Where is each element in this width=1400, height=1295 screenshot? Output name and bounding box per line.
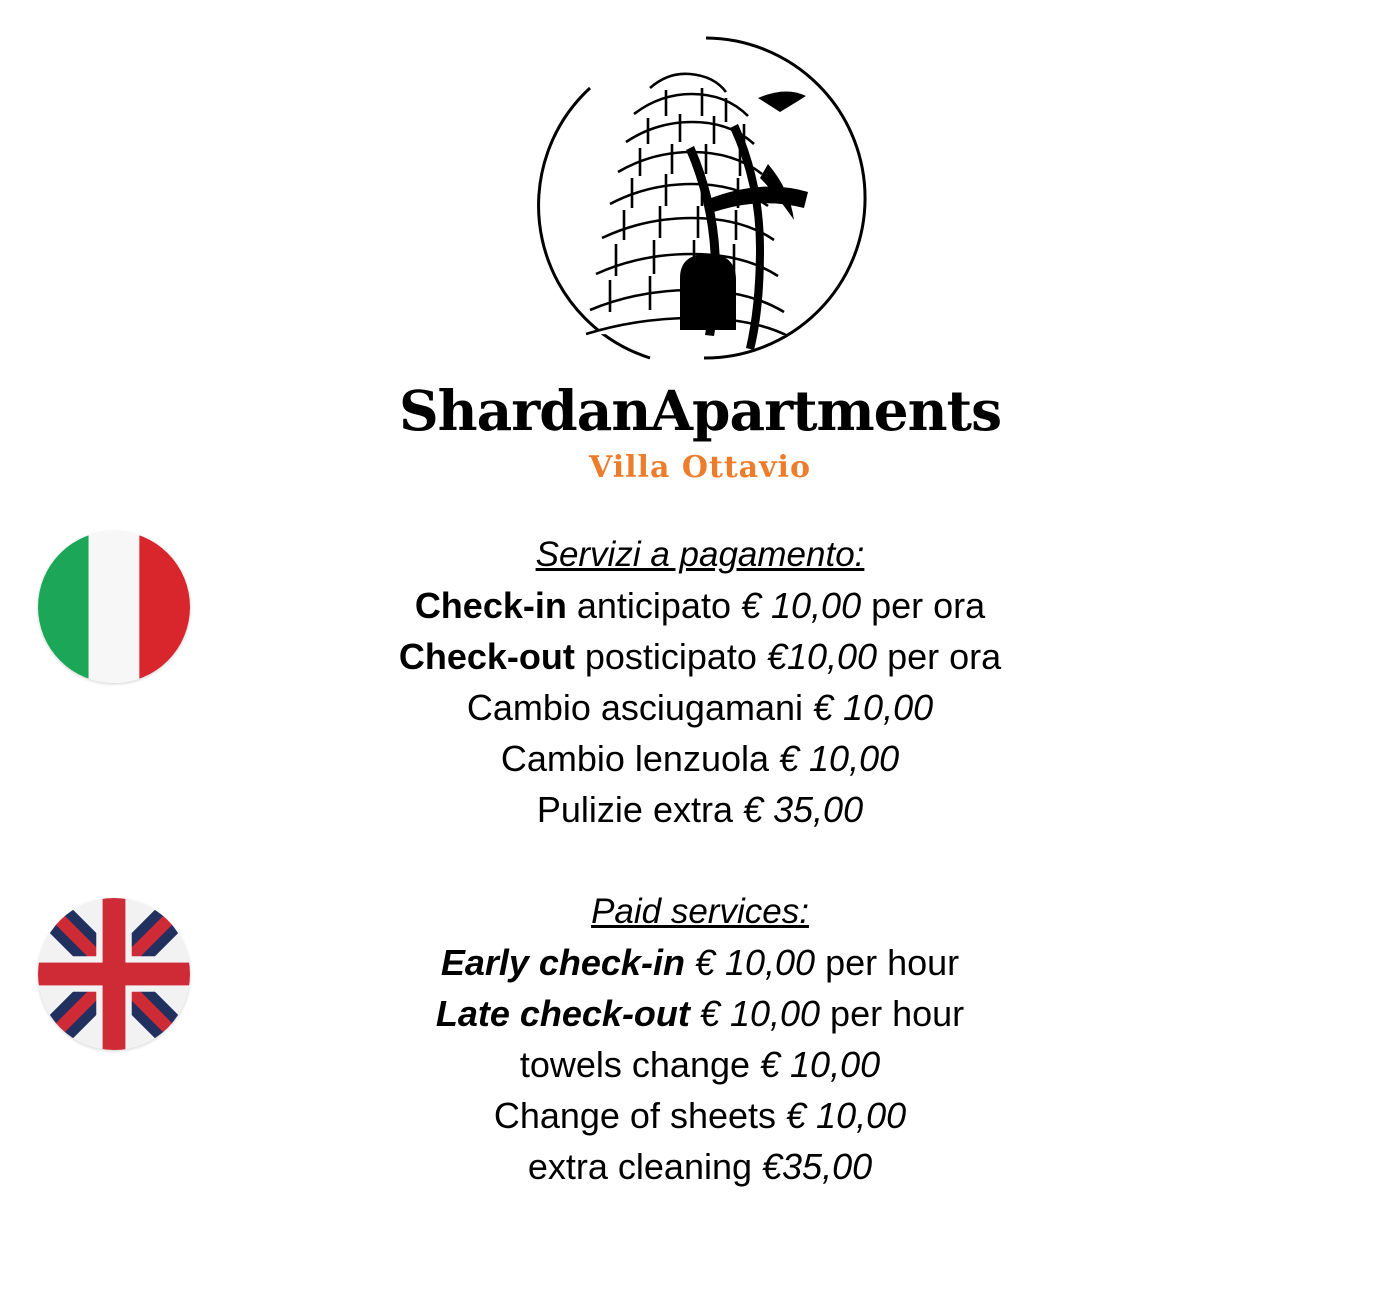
service-line <box>0 784 1400 835</box>
service-strong: Early check-in <box>440 941 685 983</box>
service-amount: € 10,00 <box>813 687 934 729</box>
service-line <box>0 988 1400 1039</box>
service-suffix: per ora <box>877 636 1002 678</box>
service-line <box>0 1141 1400 1192</box>
italy-flag-icon <box>38 531 190 683</box>
service-rest: Change of sheets <box>493 1095 787 1137</box>
service-amount: € 10,00 <box>779 738 900 780</box>
service-rest: anticipato <box>566 585 741 626</box>
service-rest: Cambio asciugamani <box>466 687 814 729</box>
service-strong: Check-out <box>398 636 575 678</box>
brand-block <box>0 378 1400 485</box>
service-amount: € 10,00 <box>760 1044 881 1086</box>
english-text-column <box>0 888 1400 1193</box>
service-amount: € 10,00 <box>740 585 862 626</box>
service-rest <box>690 993 700 1034</box>
italian-text-column <box>0 531 1400 836</box>
service-amount: € 10,00 <box>699 992 821 1034</box>
logo-container <box>0 0 1400 378</box>
service-rest: extra cleaning <box>527 1146 763 1188</box>
english-heading: Paid services: <box>591 891 809 931</box>
service-rest: posticipato <box>574 636 767 678</box>
service-rest: towels change <box>519 1044 761 1086</box>
nuraghe-logo-icon <box>530 28 870 378</box>
service-amount: € 10,00 <box>694 941 816 983</box>
service-suffix: per hour <box>820 992 965 1034</box>
service-suffix: per hour <box>815 941 960 983</box>
service-line <box>0 1090 1400 1141</box>
service-rest <box>685 942 695 983</box>
service-amount: € 35,00 <box>742 789 864 831</box>
service-amount: €35,00 <box>762 1146 873 1188</box>
service-line <box>0 733 1400 784</box>
service-line <box>0 1039 1400 1090</box>
service-rest: Cambio lenzuola <box>500 738 780 780</box>
service-line <box>0 937 1400 988</box>
service-line <box>0 580 1400 631</box>
section-italian <box>0 531 1400 836</box>
service-amount: €10,00 <box>766 636 878 678</box>
service-line <box>0 631 1400 682</box>
service-strong: Check-in <box>414 585 567 626</box>
uk-flag-icon <box>38 898 190 1050</box>
service-suffix: per ora <box>861 585 986 626</box>
service-strong: Late check-out <box>435 992 690 1034</box>
service-rest: Pulizie extra <box>536 789 743 831</box>
brand-title: ShardanApartments <box>398 378 1002 443</box>
italian-heading: Servizi a pagamento: <box>535 534 865 574</box>
service-line <box>0 682 1400 733</box>
brand-subtitle: Villa Ottavio <box>589 449 811 485</box>
service-amount: € 10,00 <box>786 1095 907 1137</box>
section-english <box>0 888 1400 1193</box>
